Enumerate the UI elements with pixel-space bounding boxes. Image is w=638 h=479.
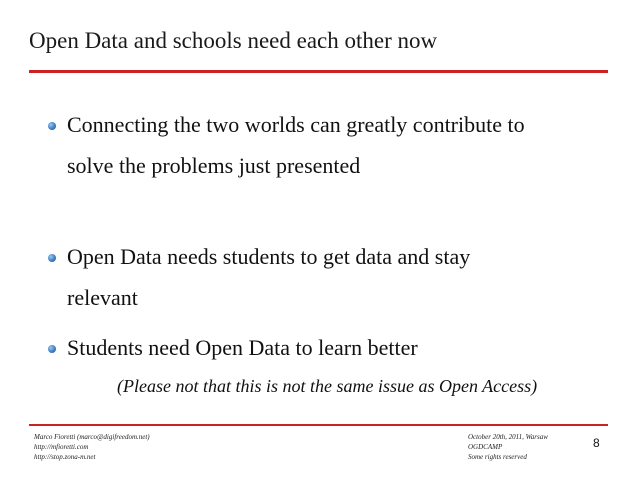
- bullet-line: solve the problems just presented: [67, 153, 361, 178]
- footer-author-line: Marco Fioretti (marco@digifreedom.net): [34, 433, 150, 441]
- footer-author: [34, 432, 150, 462]
- bullet-icon: [48, 345, 56, 353]
- bullet-text: [67, 104, 525, 186]
- footer-divider: [29, 424, 608, 426]
- bullet-text: [67, 236, 470, 318]
- note-text: (Please not that this is not the same issue as Open Access): [117, 376, 538, 396]
- bullet-icon: [48, 122, 56, 130]
- footer-author-line: http://stop.zona-m.net: [34, 453, 96, 461]
- bullet-icon: [48, 254, 56, 262]
- bullet-line: Connecting the two worlds can greatly contribute to: [67, 112, 525, 137]
- footer-event: [468, 432, 548, 462]
- page-number: 8: [593, 436, 600, 450]
- slide-title: Open Data and schools need each other now: [29, 28, 438, 53]
- bullet-line: relevant: [67, 285, 138, 310]
- footer-event-line: Some rights reserved: [468, 453, 527, 461]
- footer-event-line: October 20th, 2011, Warsaw: [468, 433, 548, 441]
- footer-event-line: OGDCAMP: [468, 443, 503, 451]
- bullet-line: Open Data needs students to get data and stay: [67, 244, 471, 269]
- title-divider: [29, 70, 608, 73]
- footer-author-line: http://mfioretti.com: [34, 443, 89, 451]
- bullet-line: Students need Open Data to learn better: [67, 335, 418, 360]
- bullet-text: [67, 327, 418, 368]
